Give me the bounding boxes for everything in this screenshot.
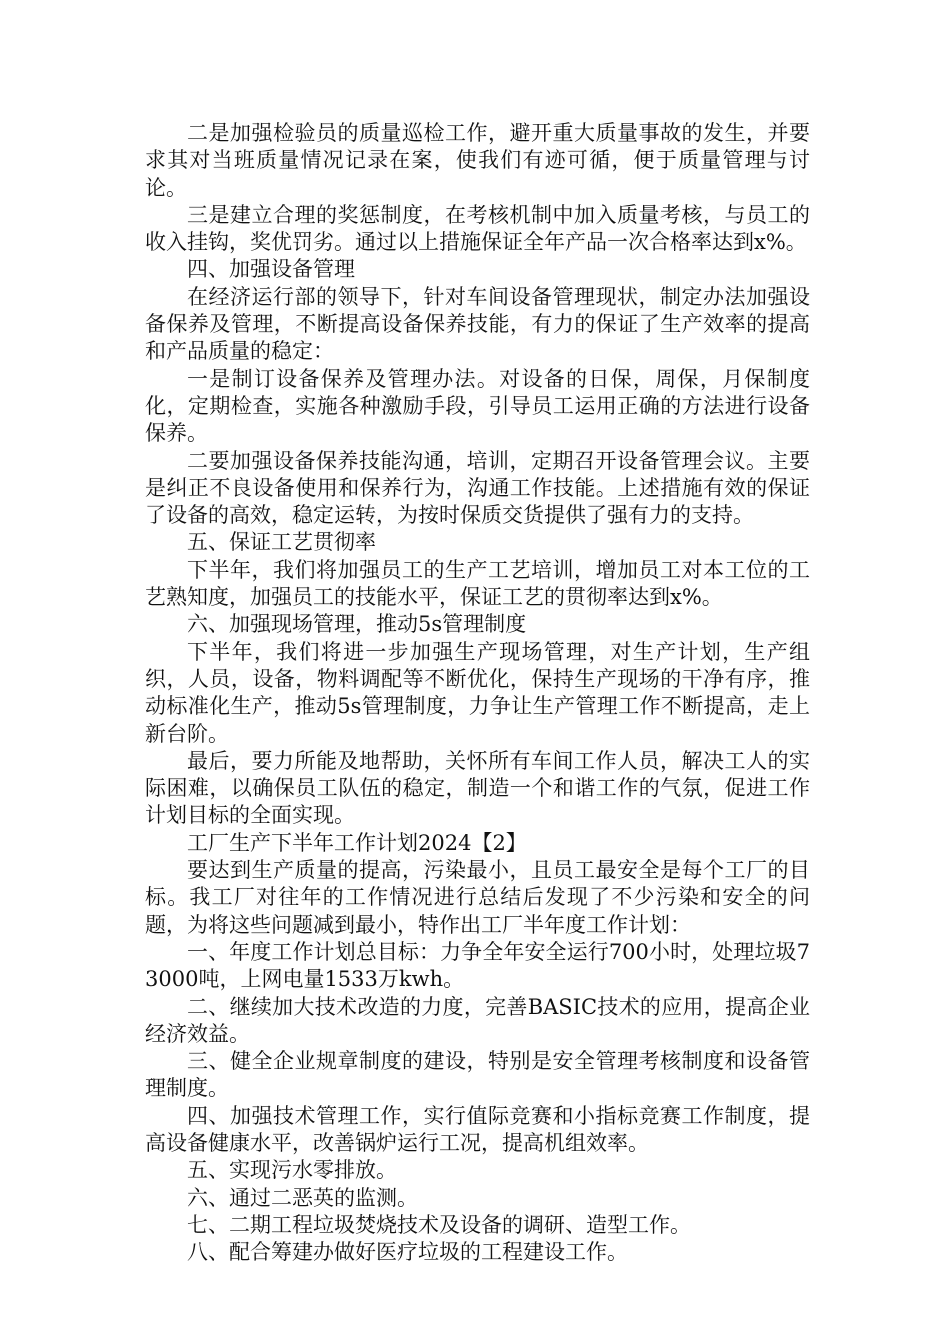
list-item-wastewater: 五、实现污水零排放。 (187, 1158, 397, 1183)
section-heading-equipment: 四、加强设备管理 (187, 257, 355, 282)
paragraph-site-management: 下半年，我们将进一步加强生产现场管理，对生产计划，生产组织，人员，设备，物料调配等不断优化，保持生产现场的干净有序，推动标准化生产，推动5s管理制度，力争让生产管理工作不断提高，走上新台阶。 (145, 639, 810, 746)
list-item-dioxin: 六、通过二恶英的监测。 (187, 1185, 418, 1210)
section-heading-process: 五、保证工艺贯彻率 (187, 530, 376, 555)
list-item-goal: 一、年度工作计划总目标：力争全年安全运行700小时，处理垃圾73000吨，上网电量1533万kwh。 (145, 939, 810, 992)
list-item-tech-upgrade: 二、继续加大技术改造的力度，完善BASIC技术的应用，提高企业经济效益。 (145, 994, 810, 1046)
list-item-medical-waste: 八、配合筹建办做好医疗垃圾的工程建设工作。 (187, 1240, 628, 1265)
paragraph-reward-system: 三是建立合理的奖惩制度，在考核机制中加入质量考核，与员工的收入挂钩，奖优罚劣。通过以上措施保证全年产品一次合格率达到x%。 (145, 202, 810, 255)
paragraph-equipment-training: 二要加强设备保养技能沟通，培训，定期召开设备管理会议。主要是纠正不良设备使用和保养行为，沟通工作技能。上述措施有效的保证了设备的高效，稳定运转，为按时保质交货提供了强有力的支持。 (145, 448, 810, 528)
section-heading-5s: 六、加强现场管理，推动5s管理制度 (187, 612, 527, 637)
paragraph-quality-inspection: 二是加强检验员的质量巡检工作，避开重大质量事故的发生，并要求其对当班质量情况记录在案，使我们有迹可循，便于质量管理与讨论。 (145, 121, 810, 200)
paragraph-conclusion: 最后，要力所能及地帮助，关怀所有车间工作人员，解决工人的实际困难，以确保员工队伍的稳定，制造一个和谐工作的气氛，促进工作计划目标的全面实现。 (145, 748, 810, 828)
paragraph-plan-intro: 要达到生产质量的提高，污染最小，且员工最安全是每个工厂的目标。我工厂对往年的工作情况进行总结后发现了不少污染和安全的问题，为将这些问题减到最小，特作出工厂半年度工作计划： (145, 858, 810, 937)
paragraph-process-training: 下半年，我们将加强员工的生产工艺培训，增加员工对本工位的工艺熟知度，加强员工的技能水平，保证工艺的贯彻率达到x%。 (145, 557, 810, 610)
document-page (145, 120, 810, 1266)
list-item-tech-management: 四、加强技术管理工作，实行值际竞赛和小指标竞赛工作制度，提高设备健康水平，改善锅炉运行工况，提高机组效率。 (145, 1103, 810, 1155)
list-item-phase-two: 七、二期工程垃圾焚烧技术及设备的调研、造型工作。 (187, 1212, 691, 1237)
paragraph-equipment-intro: 在经济运行部的领导下，针对车间设备管理现状，制定办法加强设备保养及管理，不断提高设备保养技能，有力的保证了生产效率的提高和产品质量的稳定： (145, 284, 810, 364)
list-item-regulations: 三、健全企业规章制度的建设，特别是安全管理考核制度和设备管理制度。 (145, 1049, 810, 1101)
document-subtitle: 工厂生产下半年工作计划2024【2】 (187, 830, 527, 855)
paragraph-equipment-rules: 一是制订设备保养及管理办法。对设备的日保，周保，月保制度化，定期检查，实施各种激励手段，引导员工运用正确的方法进行设备保养。 (145, 366, 810, 446)
